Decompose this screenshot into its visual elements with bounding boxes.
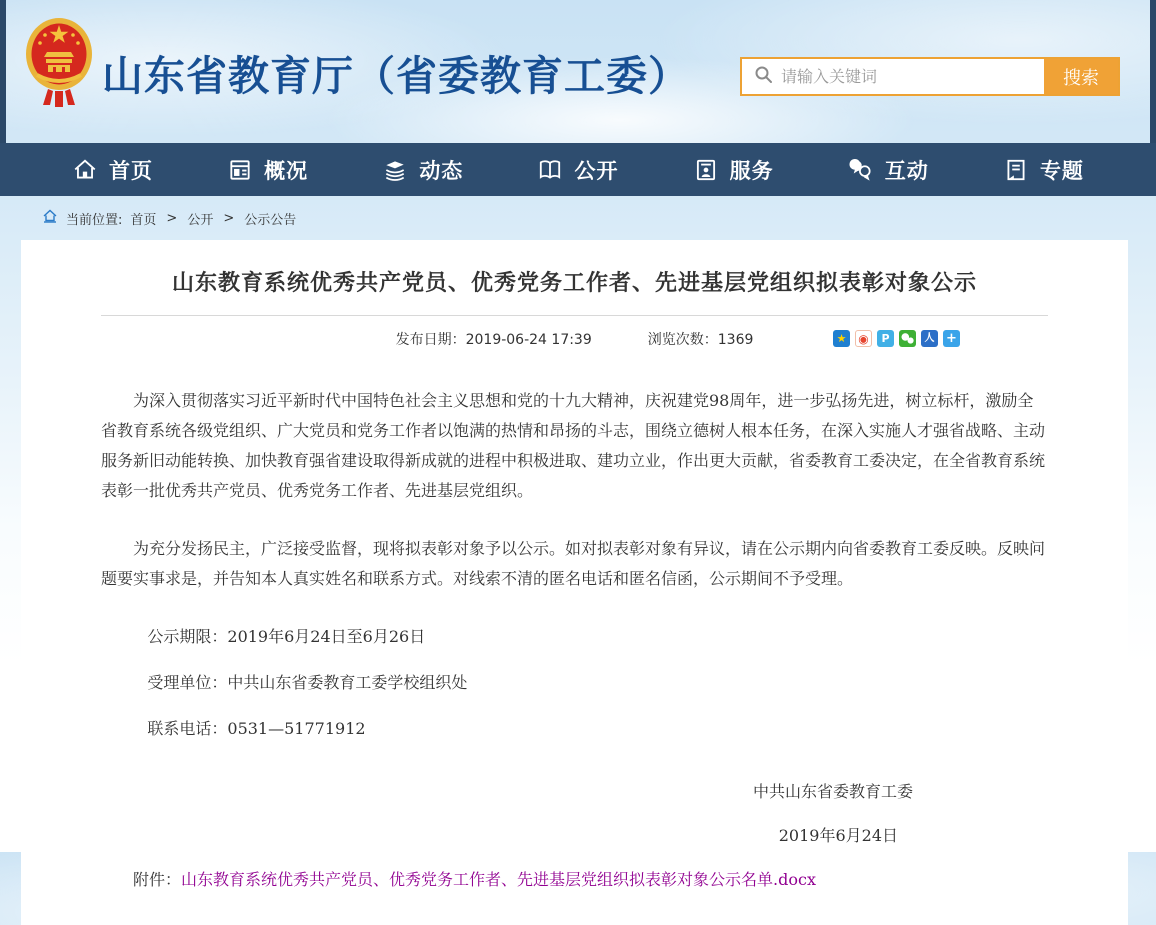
overview-icon — [227, 157, 253, 183]
renren-share-icon[interactable]: 人 — [921, 330, 938, 347]
contact-phone-line: 联系电话：0531—51771912 — [147, 719, 366, 738]
article-meta-row — [101, 329, 1048, 351]
nav-item-news[interactable] — [382, 155, 463, 185]
topics-icon — [1003, 157, 1029, 183]
attachment-label: 附件： — [133, 870, 182, 889]
open-book-icon — [537, 157, 563, 183]
nav-label: 专题 — [1039, 158, 1084, 183]
home-icon — [72, 157, 98, 183]
publish-date-value: 2019-06-24 17:39 — [465, 332, 592, 348]
national-emblem-logo — [24, 13, 94, 111]
nav-item-overview[interactable] — [227, 155, 308, 185]
nav-label: 概况 — [264, 158, 309, 183]
breadcrumb-link-notices[interactable]: 公示公告 — [244, 212, 297, 228]
service-icon — [693, 157, 719, 183]
sina-weibo-share-icon[interactable]: ◉ — [855, 330, 872, 347]
breadcrumb-separator: > — [223, 210, 235, 226]
breadcrumb-link-disclosure[interactable]: 公开 — [187, 212, 214, 228]
nav-label: 互动 — [884, 158, 929, 183]
signature-org: 中共山东省委教育工委 — [752, 782, 913, 801]
notice-period-line: 公示期限：2019年6月24日至6月26日 — [147, 627, 426, 646]
search-input[interactable] — [773, 59, 1044, 94]
wechat-share-icon[interactable] — [899, 330, 916, 347]
title-divider — [101, 315, 1048, 316]
news-icon — [382, 157, 408, 183]
search-button[interactable]: 搜索 — [1044, 59, 1118, 94]
attachment-link[interactable]: 山东教育系统优秀共产党员、优秀党务工作者、先进基层党组织拟表彰对象公示名单.docx — [181, 870, 816, 889]
article-body — [101, 386, 1048, 895]
nav-item-home[interactable] — [72, 155, 153, 185]
breadcrumb-separator: > — [166, 210, 178, 226]
nav-item-service[interactable] — [693, 155, 774, 185]
article-paragraph: 为充分发扬民主，广泛接受监督，现将拟表彰对象予以公示。如对拟表彰对象有异议，请在公示期内向省委教育工委反映。反映问题要实事求是，并告知本人真实姓名和联系方式。对线索不清的匿名电话和匿名信函，公示期间不予受理。 — [101, 539, 1046, 588]
nav-label: 首页 — [109, 158, 153, 183]
article-paragraph: 为深入贯彻落实习近平新时代中国特色社会主义思想和党的十九大精神，庆祝建党98周年，进一步弘扬先进，树立标杆，激励全省教育系统各级党组织、广大党员和党务工作者以饱满的热情和昂扬的斗志，围绕立德树人根本任务，在深入实施人才强省战略、主动服务新旧动能转换、加快教育强省建设取得新成就的进程中积极进取、建功立业，作出更大贡献，省委教育工委决定，在全省教育系统表彰一批优秀共产党员、优秀党务工作者、先进基层党组织。 — [101, 391, 1046, 500]
publish-date-label: 发布日期： — [395, 332, 466, 348]
signature-date: 2019年6月24日 — [778, 826, 898, 845]
nav-label: 服务 — [729, 158, 774, 183]
attachment-line — [101, 865, 1048, 895]
breadcrumb-prefix: 当前位置: — [66, 212, 123, 228]
nav-item-disclosure[interactable] — [537, 155, 618, 185]
share-bar — [833, 330, 960, 347]
nav-item-interaction[interactable] — [848, 155, 929, 185]
site-title: 山东省教育厅（省委教育工委） — [102, 52, 690, 100]
interaction-icon — [848, 157, 874, 183]
more-share-icon[interactable]: + — [943, 330, 960, 347]
breadcrumb-home-icon — [42, 208, 58, 228]
qzone-share-icon[interactable]: ★ — [833, 330, 850, 347]
main-nav — [0, 143, 1156, 196]
search-icon — [754, 65, 773, 88]
views-label: 浏览次数： — [647, 332, 718, 348]
tencent-weibo-share-icon[interactable]: P — [877, 330, 894, 347]
search-field — [742, 59, 1044, 94]
site-header — [0, 0, 1156, 143]
nav-label: 公开 — [574, 158, 619, 183]
article-card — [21, 240, 1128, 925]
article-title: 山东教育系统优秀共产党员、优秀党务工作者、先进基层党组织拟表彰对象公示 — [171, 271, 977, 296]
breadcrumb-link-home[interactable]: 首页 — [130, 212, 157, 228]
nav-label: 动态 — [419, 158, 464, 183]
accepting-unit-line: 受理单位：中共山东省委教育工委学校组织处 — [147, 673, 468, 692]
breadcrumb — [0, 196, 1156, 240]
views-value: 1369 — [717, 332, 754, 348]
search-box — [740, 57, 1120, 96]
nav-item-topics[interactable] — [1003, 155, 1084, 185]
